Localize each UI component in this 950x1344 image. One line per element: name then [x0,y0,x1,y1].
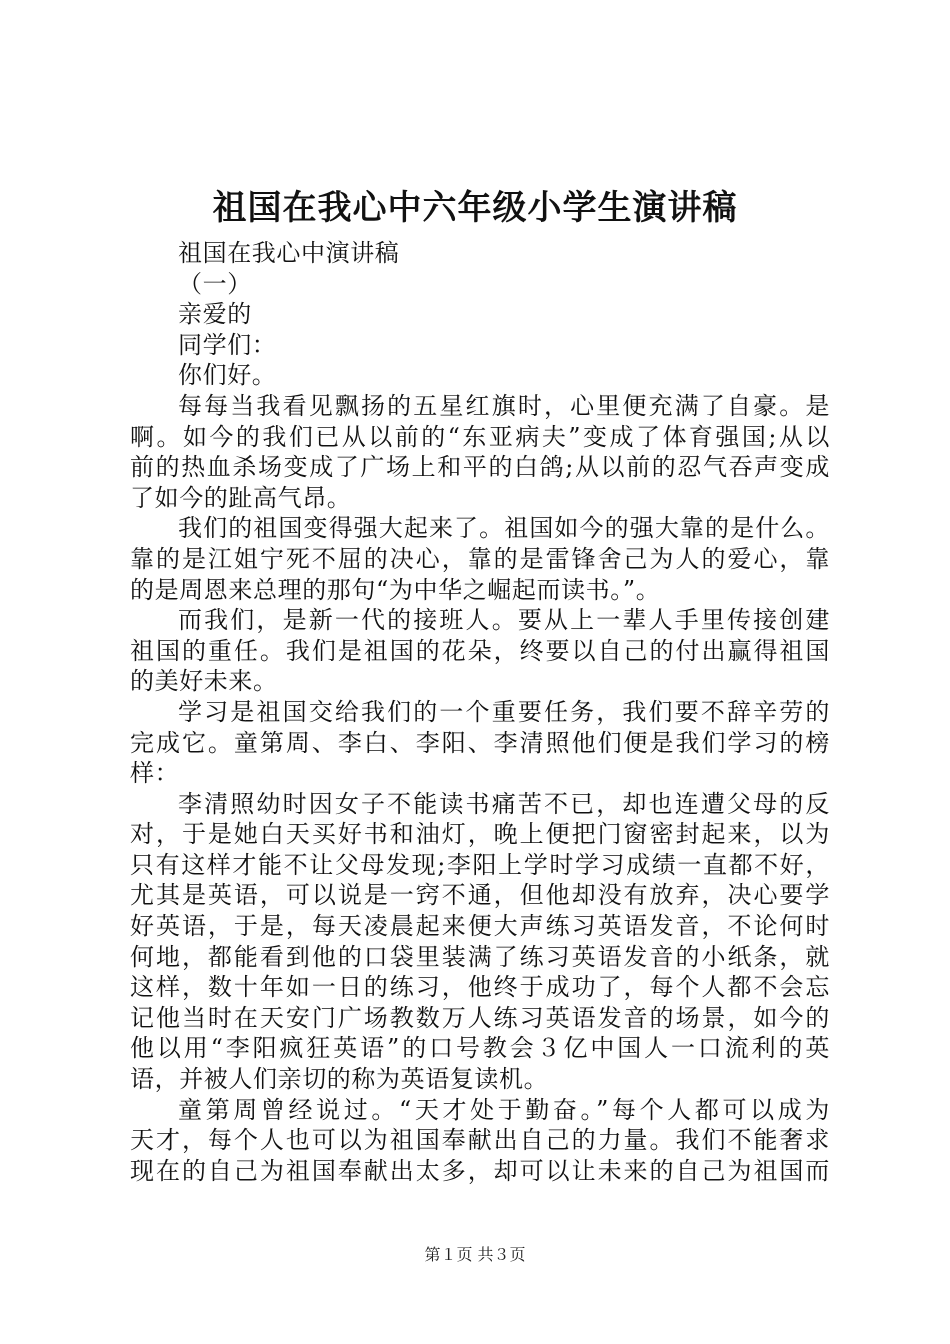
text-line: 样： [130,759,180,788]
text-line: 的美好未来。 [130,667,278,696]
document-title: 祖国在我心中六年级小学生演讲稿 [212,188,738,228]
text-line: 记他当时在天安门广场教数万人练习英语发音的场景，如今的 [130,1003,830,1032]
text-line: 学习是祖国交给我们的一个重要任务，我们要不辞辛劳的 [178,697,830,726]
text-line: 我们的祖国变得强大起来了。祖国如今的强大靠的是什么。 [178,514,830,543]
text-line: 而我们，是新一代的接班人。要从上一辈人手里传接创建 [178,606,830,635]
text-line: 你们好。 [178,361,277,390]
text-line: 亲爱的 [178,300,252,329]
text-line: 天才，每个人也可以为祖国奉献出自己的力量。我们不能奢求 [130,1126,830,1155]
text-line: 前的热血杀场变成了广场上和平的白鸽;从以前的忍气吞声变成 [130,453,830,482]
text-line: 靠的是江姐宁死不屈的决心，靠的是雷锋舍己为人的爱心，靠 [130,544,830,573]
text-line: 尤其是英语，可以说是一窍不通，但他却没有放弃，决心要学 [130,881,830,910]
text-line: （一） [178,269,252,298]
text-line: 对，于是她白天买好书和油灯，晚上便把门窗密封起来，以为 [130,820,830,849]
text-line: 啊。如今的我们已从以前的“东亚病夫”变成了体育强国;从以 [130,422,830,451]
text-line: 每每当我看见飘扬的五星红旗时，心里便充满了自豪。是 [178,391,830,420]
text-line: 同学们： [178,330,277,359]
document-body [130,238,830,1186]
text-line: 只有这样才能不让父母发现;李阳上学时学习成绩一直都不好， [130,850,830,879]
text-line: 祖国的重任。我们是祖国的花朵，终要以自己的付出赢得祖国 [130,636,830,665]
text-line: 祖国在我心中演讲稿 [178,239,400,267]
text-line: 何地，都能看到他的口袋里装满了练习英语发音的小纸条，就 [130,942,830,971]
text-line: 了如今的趾高气昂。 [130,483,352,512]
text-line: 现在的自己为祖国奉献出太多，却可以让未来的自己为祖国而 [130,1156,830,1185]
text-line: 好英语，于是，每天凌晨起来便大声练习英语发音，不论何时 [130,912,830,941]
text-line: 完成它。童第周、李白、李阳、李清照他们便是我们学习的榜 [130,728,830,757]
page-footer: 第１页 共３页 [424,1245,526,1264]
text-line: 童第周曾经说过。“天才处于勤奋。”每个人都可以成为 [178,1095,830,1124]
text-line: 他以用“李阳疯狂英语”的口号教会３亿中国人一口流利的英 [130,1034,830,1063]
text-line: 这样，数十年如一日的练习，他终于成功了，每个人都不会忘 [130,973,830,1002]
text-line: 语，并被人们亲切的称为英语复读机。 [130,1065,549,1094]
text-line: 的是周恩来总理的那句“为中华之崛起而读书。”。 [130,575,661,604]
text-line: 李清照幼时因女子不能读书痛苦不已，却也连遭父母的反 [178,789,830,818]
